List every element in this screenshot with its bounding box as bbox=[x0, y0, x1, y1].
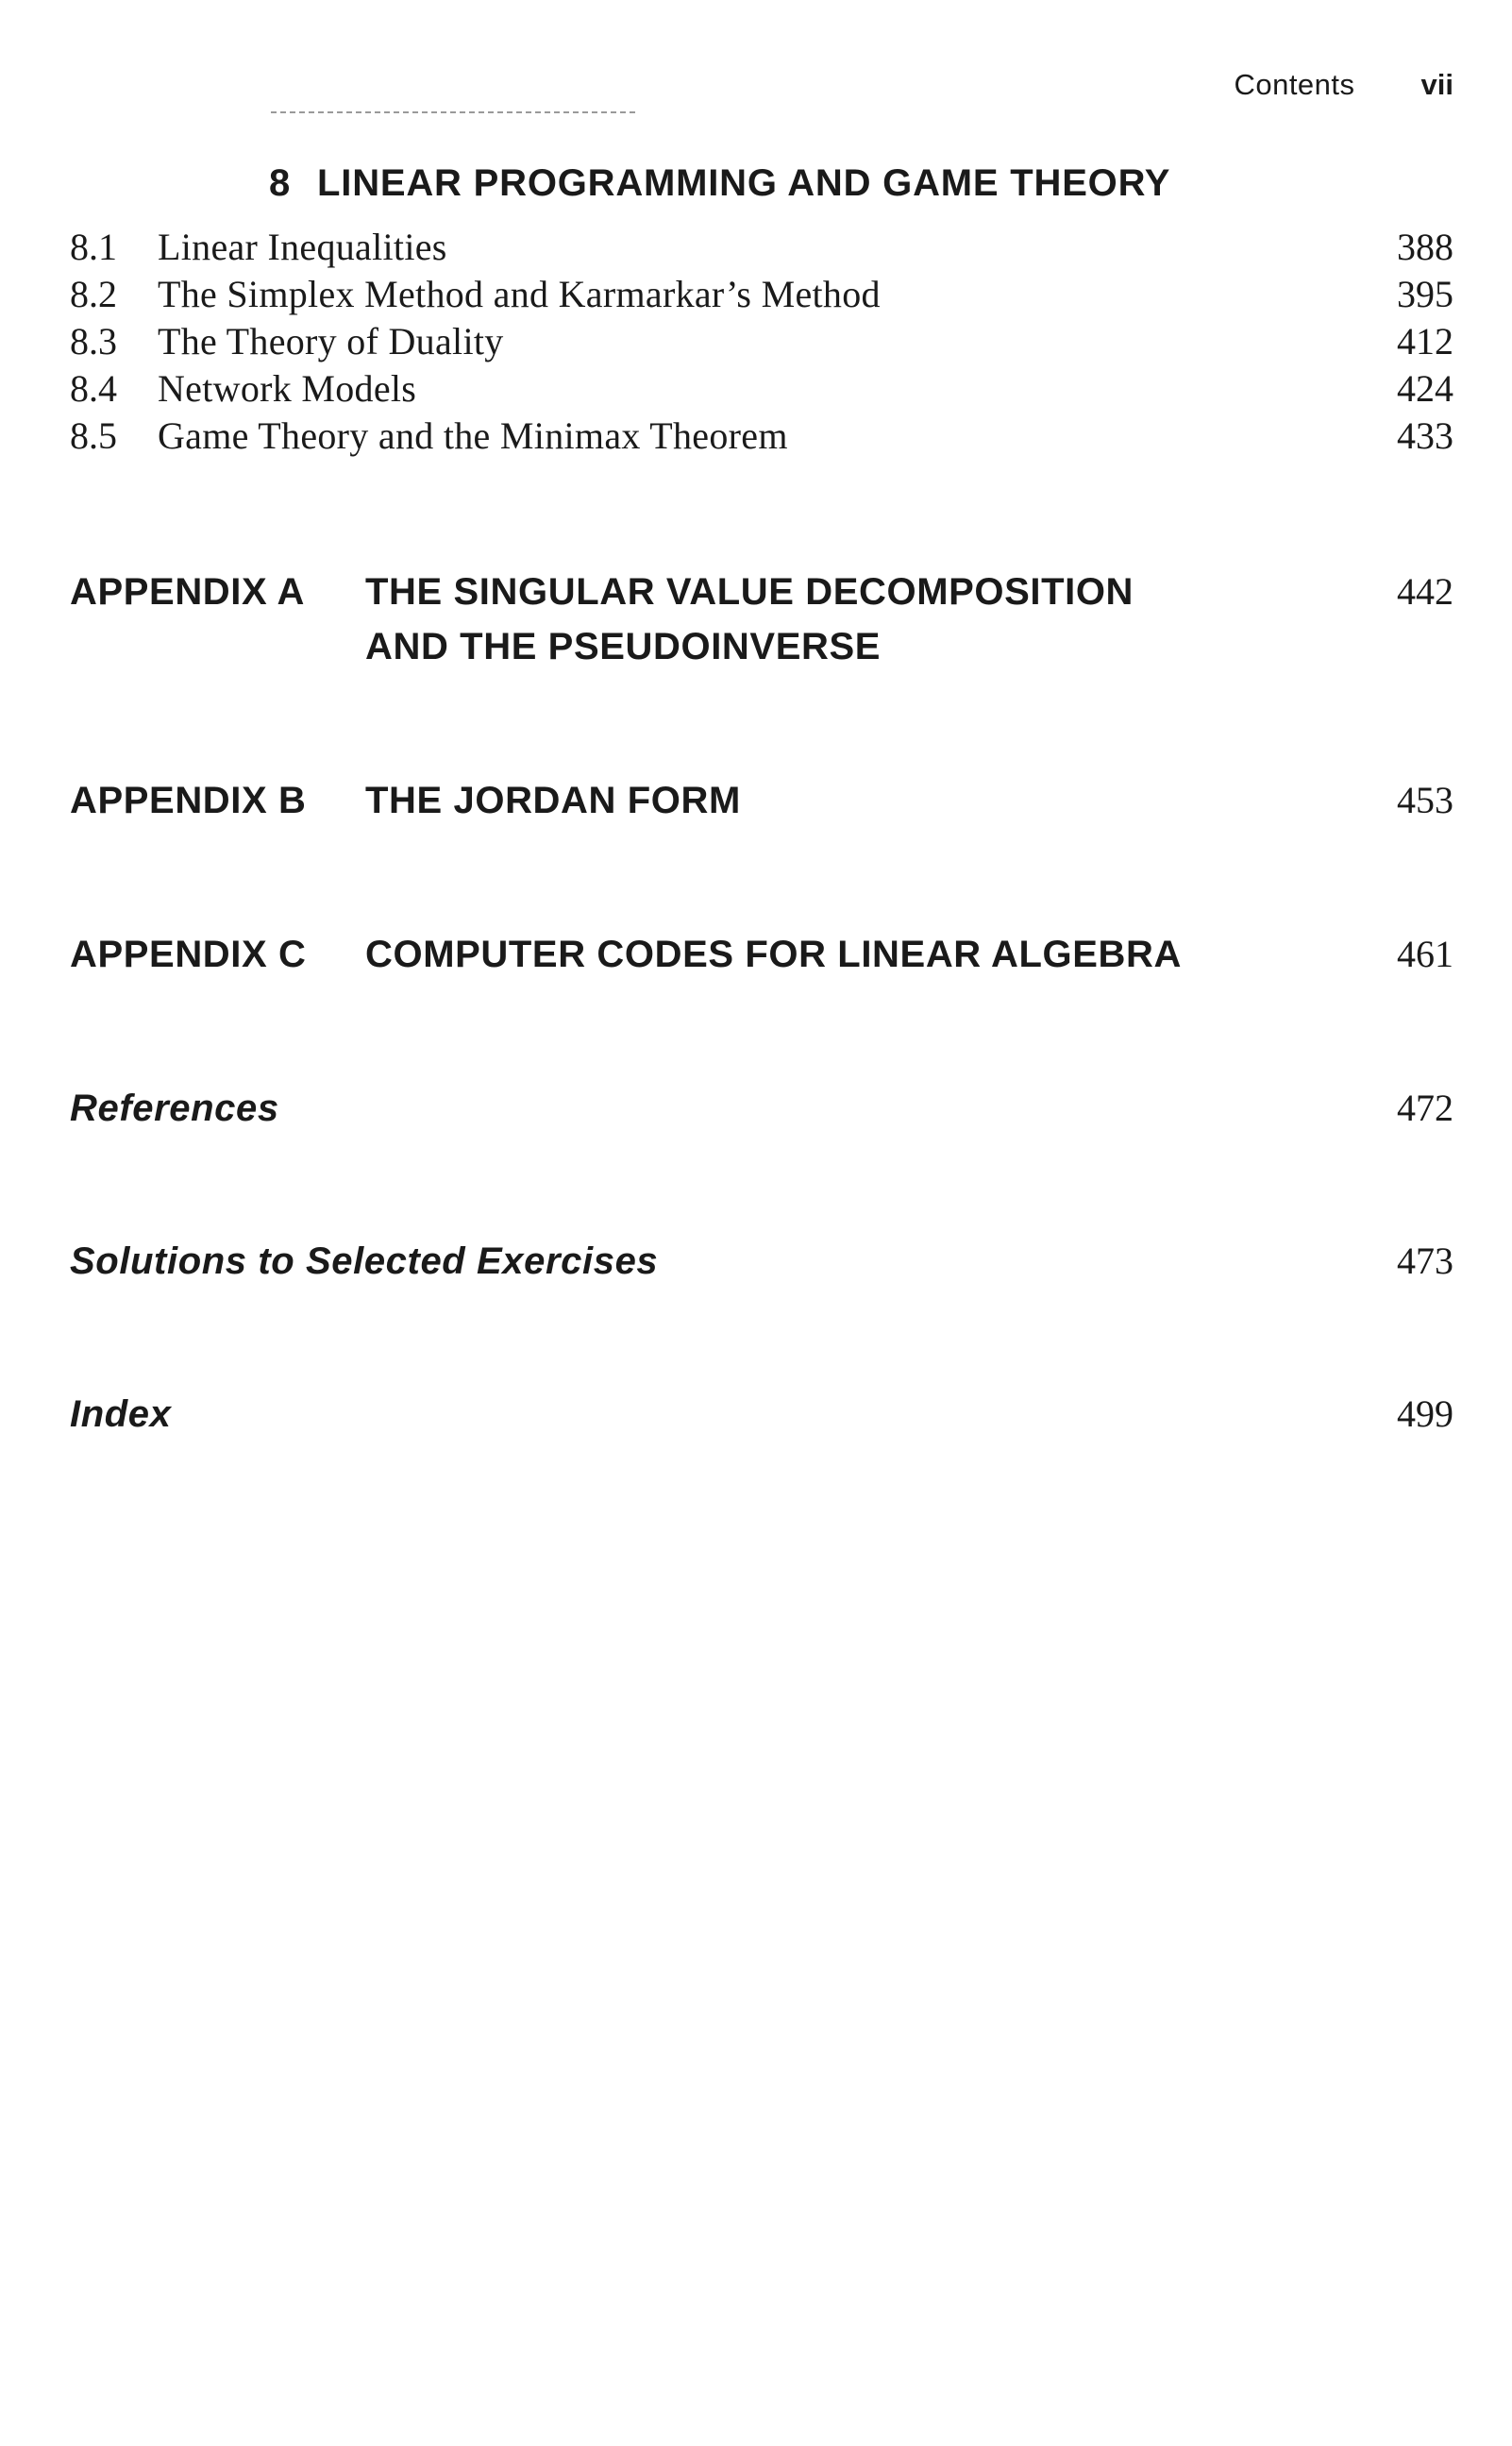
section-title: Linear Inequalities bbox=[158, 226, 447, 268]
toc-entry-section[interactable] bbox=[70, 271, 1453, 318]
appendix-page: 442 bbox=[1397, 570, 1453, 613]
section-page: 424 bbox=[1397, 367, 1453, 410]
appendix-label: APPENDIX B bbox=[70, 780, 307, 821]
appendix-page: 453 bbox=[1397, 779, 1453, 821]
section-page: 395 bbox=[1397, 273, 1453, 315]
chapter-number: 8 bbox=[269, 162, 292, 204]
page-folio: vii bbox=[1420, 68, 1453, 101]
back-matter-page: 473 bbox=[1397, 1240, 1453, 1282]
section-title: The Simplex Method and Karmarkar’s Method bbox=[158, 273, 881, 315]
section-number: 8.4 bbox=[70, 367, 117, 410]
toc-entry-appendix-c[interactable] bbox=[70, 927, 1453, 984]
back-matter-title: Solutions to Selected Exercises bbox=[70, 1240, 659, 1282]
section-page: 388 bbox=[1397, 226, 1453, 268]
section-title: Network Models bbox=[158, 367, 417, 410]
header-rule bbox=[271, 111, 635, 113]
chapter-heading bbox=[269, 162, 1170, 205]
toc-entry-index[interactable] bbox=[70, 1387, 1453, 1443]
appendix-label: APPENDIX A bbox=[70, 571, 306, 613]
back-matter-title: Index bbox=[70, 1393, 172, 1435]
section-number: 8.3 bbox=[70, 320, 117, 363]
appendix-title bbox=[365, 565, 1134, 674]
appendix-title-line: AND THE PSEUDOINVERSE bbox=[365, 626, 882, 667]
section-list bbox=[70, 224, 1453, 460]
toc-entry-section[interactable] bbox=[70, 413, 1453, 460]
back-matter-page: 499 bbox=[1397, 1392, 1453, 1435]
chapter-title: LINEAR PROGRAMMING AND GAME THEORY bbox=[317, 162, 1171, 204]
appendix-label: APPENDIX C bbox=[70, 934, 307, 975]
appendix-title: THE JORDAN FORM bbox=[365, 780, 741, 821]
section-number: 8.2 bbox=[70, 273, 117, 315]
appendix-title-line: THE SINGULAR VALUE DECOMPOSITION bbox=[365, 571, 1134, 613]
section-number: 8.1 bbox=[70, 226, 117, 268]
toc-entry-solutions[interactable] bbox=[70, 1234, 1453, 1290]
toc-entry-appendix-a[interactable] bbox=[70, 565, 1453, 678]
section-title: The Theory of Duality bbox=[158, 320, 504, 363]
back-matter-page: 472 bbox=[1397, 1087, 1453, 1129]
running-head-label: Contents bbox=[1234, 68, 1355, 101]
toc-entry-section[interactable] bbox=[70, 318, 1453, 365]
section-title: Game Theory and the Minimax Theorem bbox=[158, 414, 788, 457]
appendix-page: 461 bbox=[1397, 933, 1453, 975]
section-number: 8.5 bbox=[70, 414, 117, 457]
running-head bbox=[1234, 68, 1453, 102]
toc-entry-section[interactable] bbox=[70, 224, 1453, 271]
back-matter-title: References bbox=[70, 1088, 279, 1129]
section-page: 412 bbox=[1397, 320, 1453, 363]
toc-entry-section[interactable] bbox=[70, 365, 1453, 413]
appendix-title: COMPUTER CODES FOR LINEAR ALGEBRA bbox=[365, 934, 1182, 975]
toc-entry-appendix-b[interactable] bbox=[70, 773, 1453, 830]
section-page: 433 bbox=[1397, 414, 1453, 457]
toc-entry-references[interactable] bbox=[70, 1081, 1453, 1138]
